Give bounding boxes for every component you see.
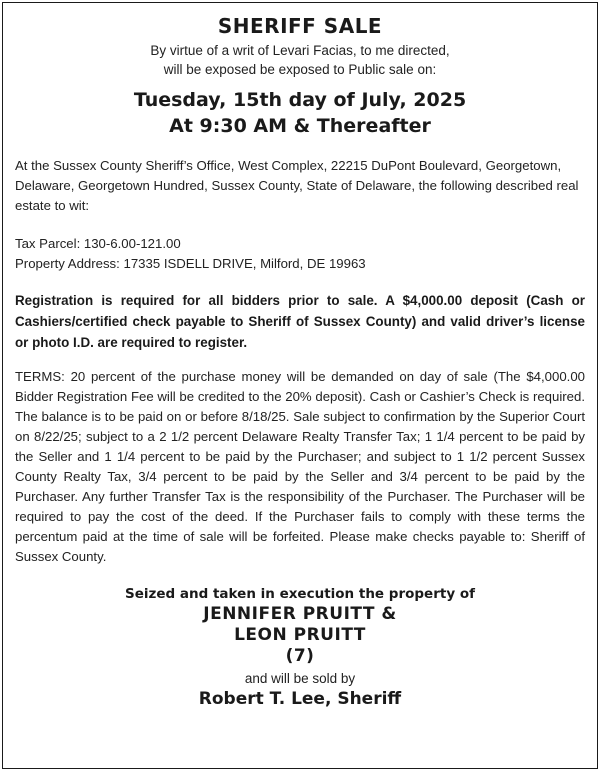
sale-location: At the Sussex County Sheriff’s Office, West Complex, 22215 DuPont Boulevard, Georgetown, Delaware, Georgetown Hundred, Sussex County, State of Delaware, the following described real estate to wit:: [15, 158, 579, 213]
sale-date-line: Tuesday, 15th day of July, 2025: [133, 89, 467, 111]
sheriff-sale-notice: [2, 2, 598, 769]
sale-terms: TERMS: 20 percent of the purchase money will be demanded on day of sale (The $4,000.00 Bidder Registration Fee will be credited to the 20% deposit). Cash or Cashier’s Check is required. The balance is to be paid on or before 8/18/25. Sale subject to confirmation by the Superior Court on 8/22/25; subject to a 2 1/2 percent Delaware Realty Transfer Tax; 1 1/4 percent to be paid by the Seller and 1 1/4 percent to be paid by the Purchaser; and subject to 1 1/2 percent Sussex County Realty Tax, 3/4 percent to be paid by the Seller and 3/4 percent to be paid by the Purchaser. Any further Transfer Tax is the responsibility of the Purchaser. The Purchaser will be required to pay the cost of the deed. If the Purchaser fails to comply with these terms the percentum paid at the time of sale will be forfeited. Please make checks payable to: Sheriff of Sussex County.: [15, 369, 585, 564]
tax-parcel: Tax Parcel: 130-6.00-121.00: [15, 236, 181, 251]
notice-intro: [15, 41, 585, 79]
property-details: [15, 234, 585, 274]
property-address: Property Address: 17335 ISDELL DRIVE, Milford, DE 19963: [15, 256, 366, 271]
property-owners: [15, 604, 585, 667]
sale-date: [15, 87, 585, 139]
owner-line-1: JENNIFER PRUITT &: [203, 604, 397, 624]
sold-by-label: and will be sold by: [244, 671, 356, 686]
intro-line-2: will be exposed be exposed to Public sale on:: [163, 62, 437, 77]
owner-line-2: LEON PRUITT: [234, 625, 366, 645]
sheriff-name: Robert T. Lee, Sheriff: [198, 689, 402, 709]
registration-requirements: Registration is required for all bidders prior to sale. A $4,000.00 deposit (Cash or Cashiers/certified check payable to Sheriff of Sussex County) and valid driver’s license or photo I.D. are required to register.: [15, 293, 585, 350]
sale-time-line: At 9:30 AM & Thereafter: [169, 115, 431, 137]
intro-line-1: By virtue of a writ of Levari Facias, to me directed,: [150, 43, 450, 58]
case-number: (7): [285, 646, 315, 666]
notice-title: SHERIFF SALE: [217, 14, 383, 38]
seized-statement: Seized and taken in execution the property of: [125, 586, 475, 602]
